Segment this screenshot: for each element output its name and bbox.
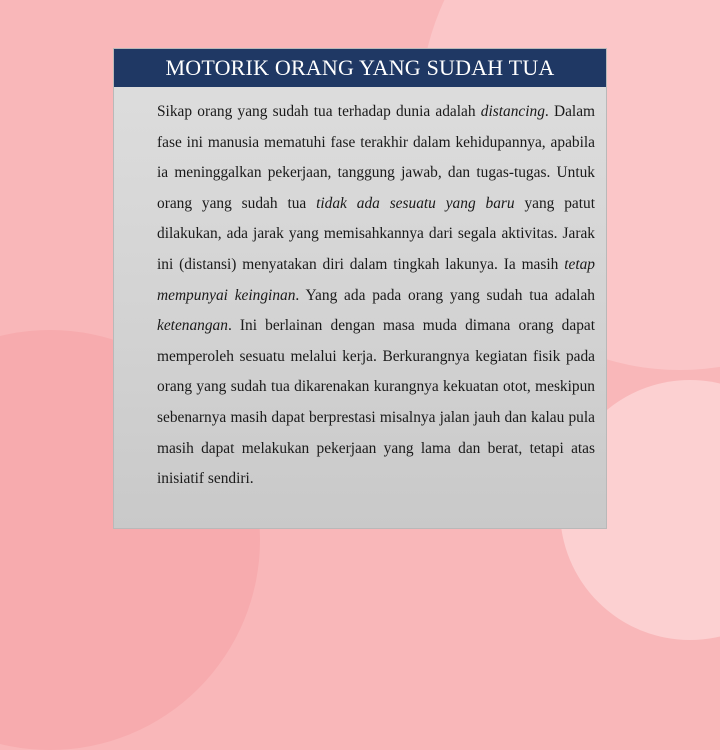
content-panel (113, 48, 607, 529)
text-run: yang patut dilakukan, ada jarak yang memisahkannya dari segala aktivitas. Jarak ini (distansi) menyatakan diri dalam tingkah lakunya. Ia masih (157, 194, 595, 273)
text-run: . Yang ada pada orang yang sudah tua adalah (295, 286, 595, 304)
italic-text-run: ketenangan (157, 317, 228, 335)
text-run: . Dalam fase ini manusia mematuhi fase terakhir dalam kehidupannya, apabila ia meninggalkan pekerjaan, tanggung jawab, dan tugas-tugas. Untuk orang yang sudah tua (157, 103, 595, 212)
text-run: . Ini berlainan dengan masa muda dimana orang dapat memperoleh sesuatu melalui kerja. Berkurangnya kegiatan fisik pada orang yang sudah tua dikarenakan kurangnya kekuatan otot, meskipun sebenarnya masih dapat berprestasi misalnya jalan jauh dan kalau pula masih dapat melakukan pekerjaan yang lama dan berat, tetapi atas inisiatif sendiri. (157, 317, 595, 488)
text-run: Sikap orang yang sudah tua terhadap dunia adalah (157, 103, 481, 120)
italic-text-run: tetap mempunyai keinginan (157, 255, 595, 304)
body-paragraph (157, 97, 595, 495)
italic-text-run: distancing (480, 103, 545, 120)
slide-title: MOTORIK ORANG YANG SUDAH TUA (114, 49, 606, 87)
italic-text-run: tidak ada sesuatu yang baru (316, 194, 515, 212)
